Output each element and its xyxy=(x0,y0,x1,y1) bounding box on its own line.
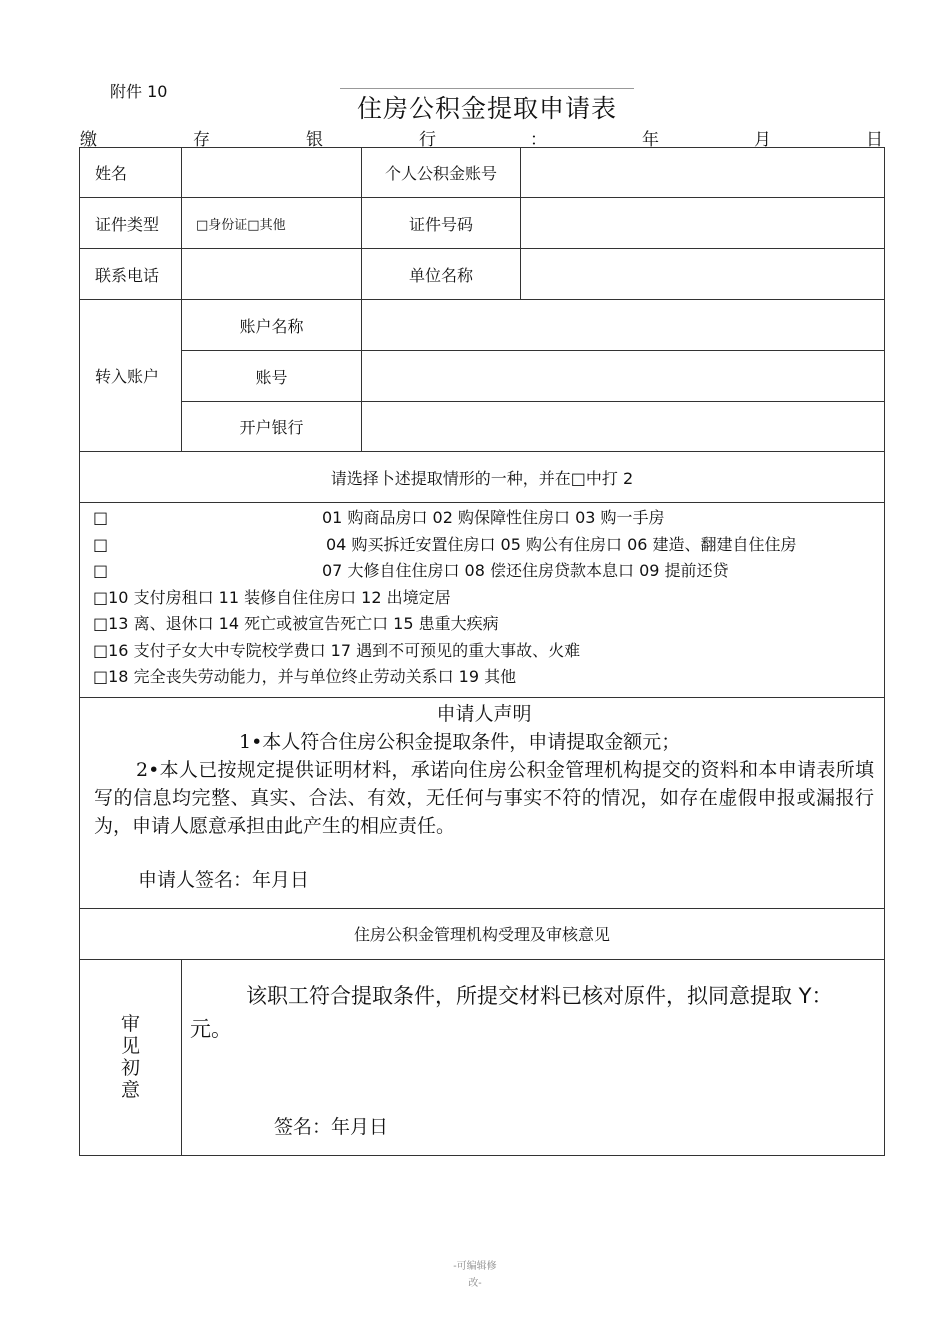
review-side-label xyxy=(80,959,182,1155)
id-type-label: 证件类型 xyxy=(80,198,182,249)
reason-line-2 xyxy=(93,532,884,559)
account-no-label: 个人公积金账号 xyxy=(362,148,521,198)
id-number-input-cell[interactable] xyxy=(521,198,885,249)
row-review xyxy=(80,959,885,1155)
reason-instruction: 请选择卜述提取情形的一种，并在□中打 2 xyxy=(80,452,885,503)
application-form-table xyxy=(79,147,885,1156)
row-id xyxy=(80,198,885,249)
applicant-signature[interactable]: 申请人签名：年月日 xyxy=(138,868,310,891)
row-declaration xyxy=(80,697,885,908)
name-label: 姓名 xyxy=(80,148,182,198)
reason-line-5[interactable]: □13 离、退休口 14 死亡或被宣告死亡口 15 患重大疾病 xyxy=(93,614,499,633)
reason-text-1: 01 购商品房口 02 购保障性住房口 03 购一手房 xyxy=(322,508,665,527)
row-transfer-bank xyxy=(80,402,885,452)
transfer-account-no-input[interactable] xyxy=(362,351,885,402)
reason-text-2: 04 购买拆迁安置住房口 05 购公有住房口 06 建造、翻建自住住房 xyxy=(326,534,797,554)
transfer-bank-label: 开户银行 xyxy=(182,402,362,452)
declaration-item-1: 1•本人符合住房公积金提取条件，申请提取金额元； xyxy=(239,730,681,753)
bank-char-3: 银 xyxy=(306,130,323,150)
transfer-account-no-label: 账号 xyxy=(182,351,362,402)
reason-line-1 xyxy=(93,505,884,532)
declaration-item-2: 2•本人已按规定提供证明材料，承诺向住房公积金管理机构提交的资料和本申请表所填写的信息均完整、真实、合法、有效，无任何与事实不符的情况，如存在虚假申报或漏报行为，申请人愿意承担由此产生的相应责任。 xyxy=(94,758,874,837)
footer-line-2: 改- xyxy=(468,1278,482,1289)
bank-date-line xyxy=(80,125,884,150)
page-title: 住房公积金提取申请表 xyxy=(356,94,617,123)
company-input-cell[interactable] xyxy=(521,249,885,300)
row-reason-options xyxy=(80,503,885,698)
transfer-bank-input[interactable] xyxy=(362,402,885,452)
review-signature[interactable]: 签名：年月日 xyxy=(274,1115,389,1138)
reason-line-3 xyxy=(93,558,884,585)
review-side-char-1: 审 xyxy=(120,1013,140,1035)
review-side-char-3: 初 xyxy=(120,1057,140,1079)
review-opinion-text: 该职工符合提取条件，所提交材料已核对原件，拟同意提取 Y：元。 xyxy=(190,983,833,1041)
year-label: 年 xyxy=(642,130,659,150)
reason-checkbox-2[interactable]: □ xyxy=(93,534,109,554)
phone-input-cell[interactable] xyxy=(182,249,362,300)
review-heading: 住房公积金管理机构受理及审核意见 xyxy=(80,908,885,959)
reason-line-4[interactable]: □10 支付房租口 11 装修自住住房口 12 出境定居 xyxy=(93,587,451,607)
phone-label: 联系电话 xyxy=(80,249,182,300)
reason-options xyxy=(80,503,885,698)
day-label: 日 xyxy=(866,130,883,150)
page-footer xyxy=(430,1258,520,1292)
id-type-options[interactable]: □身份证□其他 xyxy=(182,198,362,249)
name-input-cell[interactable] xyxy=(182,148,362,198)
id-number-label: 证件号码 xyxy=(362,198,521,249)
company-label: 单位名称 xyxy=(362,249,521,300)
row-reason-instruction xyxy=(80,452,885,503)
transfer-account-name-input[interactable] xyxy=(362,300,885,351)
reason-checkbox-3[interactable]: □ xyxy=(93,561,109,580)
bank-colon: ： xyxy=(530,130,547,150)
row-transfer-account-name xyxy=(80,300,885,351)
transfer-account-name-label: 账户名称 xyxy=(182,300,362,351)
reason-line-6[interactable]: □16 支付子女大中专院校学费口 17 遇到不可预见的重大事故、火难 xyxy=(93,640,581,660)
review-side-char-4: 意 xyxy=(120,1079,140,1101)
review-side-char-2: 见 xyxy=(120,1035,140,1057)
row-review-heading xyxy=(80,908,885,959)
row-name xyxy=(80,148,885,198)
footer-line-1: -可编辑修 xyxy=(453,1261,497,1272)
row-transfer-account-no xyxy=(80,351,885,402)
bank-char-4: 行 xyxy=(419,130,436,150)
declaration-heading: 申请人声明 xyxy=(436,702,532,725)
applicant-declaration xyxy=(80,697,885,908)
account-no-input-cell[interactable] xyxy=(521,148,885,198)
reason-line-7[interactable]: □18 完全丧失劳动能力，并与单位终止劳动关系口 19 其他 xyxy=(93,667,517,686)
review-opinion-cell[interactable] xyxy=(182,959,885,1155)
bank-char-2: 存 xyxy=(193,130,210,150)
row-phone xyxy=(80,249,885,300)
reason-checkbox-1[interactable]: □ xyxy=(93,508,109,527)
reason-text-3: 07 大修自住住房口 08 偿还住房贷款本息口 09 提前还贷 xyxy=(322,561,729,580)
month-label: 月 xyxy=(754,130,771,150)
attachment-number: 附件 10 xyxy=(110,82,168,101)
transfer-account-label: 转入账户 xyxy=(80,300,182,452)
bank-char-1: 缴 xyxy=(80,130,97,150)
